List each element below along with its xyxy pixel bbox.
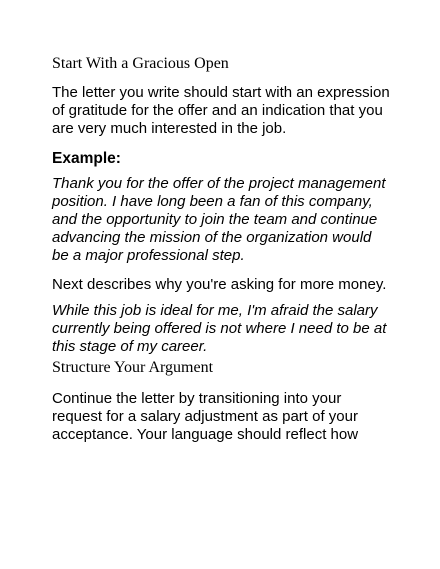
intro-paragraph: The letter you write should start with an expression of gratitude for the offer and an indication that you are very much interested in the job. (52, 84, 390, 137)
document-content (52, 54, 392, 454)
next-paragraph: Next describes why you're asking for more money. (52, 276, 387, 293)
example-label: Example: (52, 150, 121, 167)
salary-quote: While this job is ideal for me, I'm afraid the salary currently being offered is not where I need to be at this stage of my career. (52, 302, 387, 355)
section-heading-structure-argument: Structure Your Argument (52, 359, 214, 376)
section-heading-gracious-open: Start With a Gracious Open (52, 55, 229, 72)
example-quote: Thank you for the offer of the project management position. I have long been a fan of this company, and the opportunity to join the team and continue advancing the mission of the organization would be a major professional step. (52, 175, 386, 264)
argument-paragraph: Continue the letter by transitioning into your request for a salary adjustment as part of your acceptance. Your language should reflect how (52, 390, 359, 443)
